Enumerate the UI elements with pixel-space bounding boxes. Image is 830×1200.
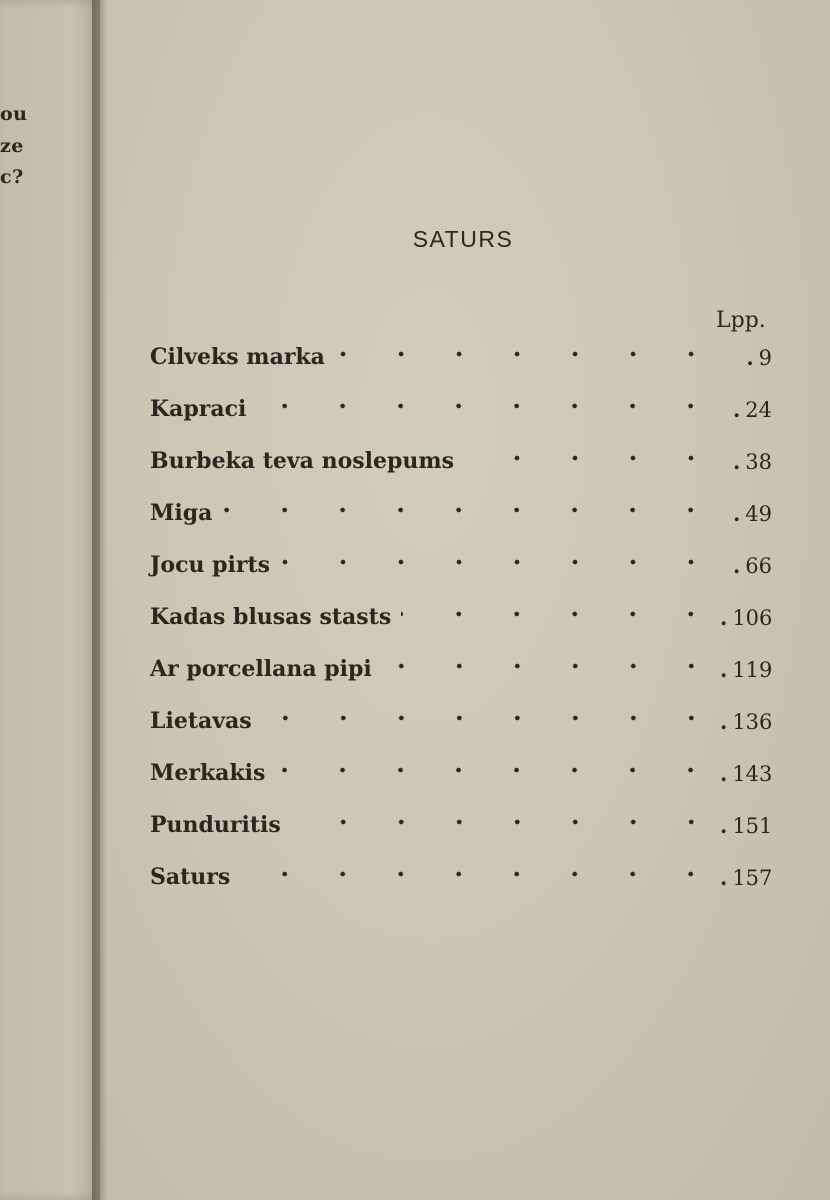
toc-entry-page: . 106 <box>720 605 772 630</box>
toc-entry-title: Kapraci <box>150 396 247 422</box>
previous-page <box>0 0 102 1200</box>
toc-entry-title: Burbeka teva noslepums <box>150 448 455 474</box>
toc-entry <box>150 752 772 786</box>
dot-leader <box>275 758 720 782</box>
previous-page-text-fragment: ze <box>0 135 24 157</box>
toc-entry <box>150 648 772 682</box>
toc-entry-title: Kadas blusas stasts <box>150 604 392 630</box>
toc-entry-title: Punduritis <box>150 812 281 838</box>
toc-entry <box>150 492 772 526</box>
previous-page-text-fragment: c? <box>0 166 24 188</box>
book-gutter-shadow <box>92 0 108 1200</box>
toc-entry-page: . 136 <box>720 709 772 734</box>
toc-entry <box>150 804 772 838</box>
dot-leader <box>464 446 720 470</box>
page-title: SATURS <box>412 226 514 252</box>
page-column-header: Lpp. <box>716 308 766 333</box>
dot-leader <box>222 498 720 522</box>
toc-entry <box>150 596 772 630</box>
toc-entry-page: . 66 <box>720 553 772 578</box>
toc-entry-title: Miga <box>150 500 213 526</box>
toc-entry-title: Lietavas <box>150 708 252 734</box>
toc-entry-page: . 9 <box>720 345 772 370</box>
previous-page-text-fragment: ou <box>0 103 28 125</box>
toc-entry-page: . 119 <box>720 657 772 682</box>
toc-entry-page: . 151 <box>720 813 772 838</box>
dot-leader <box>256 394 720 418</box>
toc-entry-title: Saturs <box>150 864 231 890</box>
dot-leader <box>262 706 720 730</box>
dot-leader <box>335 342 720 366</box>
dot-leader <box>382 654 720 678</box>
toc-entry <box>150 700 772 734</box>
toc-entry-title: Merkakis <box>150 760 266 786</box>
dot-leader <box>240 862 720 886</box>
toc-entry-title: Ar porcellana pipi <box>150 656 372 682</box>
dot-leader <box>280 550 720 574</box>
toc-entry <box>150 544 772 578</box>
contents-page <box>100 0 830 1200</box>
toc-entry <box>150 856 772 890</box>
toc-entry-page: . 49 <box>720 501 772 526</box>
toc-entry-title: Jocu pirts <box>150 552 271 578</box>
toc-entry <box>150 336 772 370</box>
toc-entry-page: . 143 <box>720 761 772 786</box>
toc-entry-title: Cilveks marka <box>150 344 325 370</box>
toc-entry <box>150 440 772 474</box>
toc-entry-page: . 38 <box>720 449 772 474</box>
toc-entry <box>150 388 772 422</box>
toc-entry-page: . 24 <box>720 397 772 422</box>
toc-entry-page: . 157 <box>720 865 772 890</box>
dot-leader <box>291 810 720 834</box>
dot-leader <box>401 602 720 626</box>
